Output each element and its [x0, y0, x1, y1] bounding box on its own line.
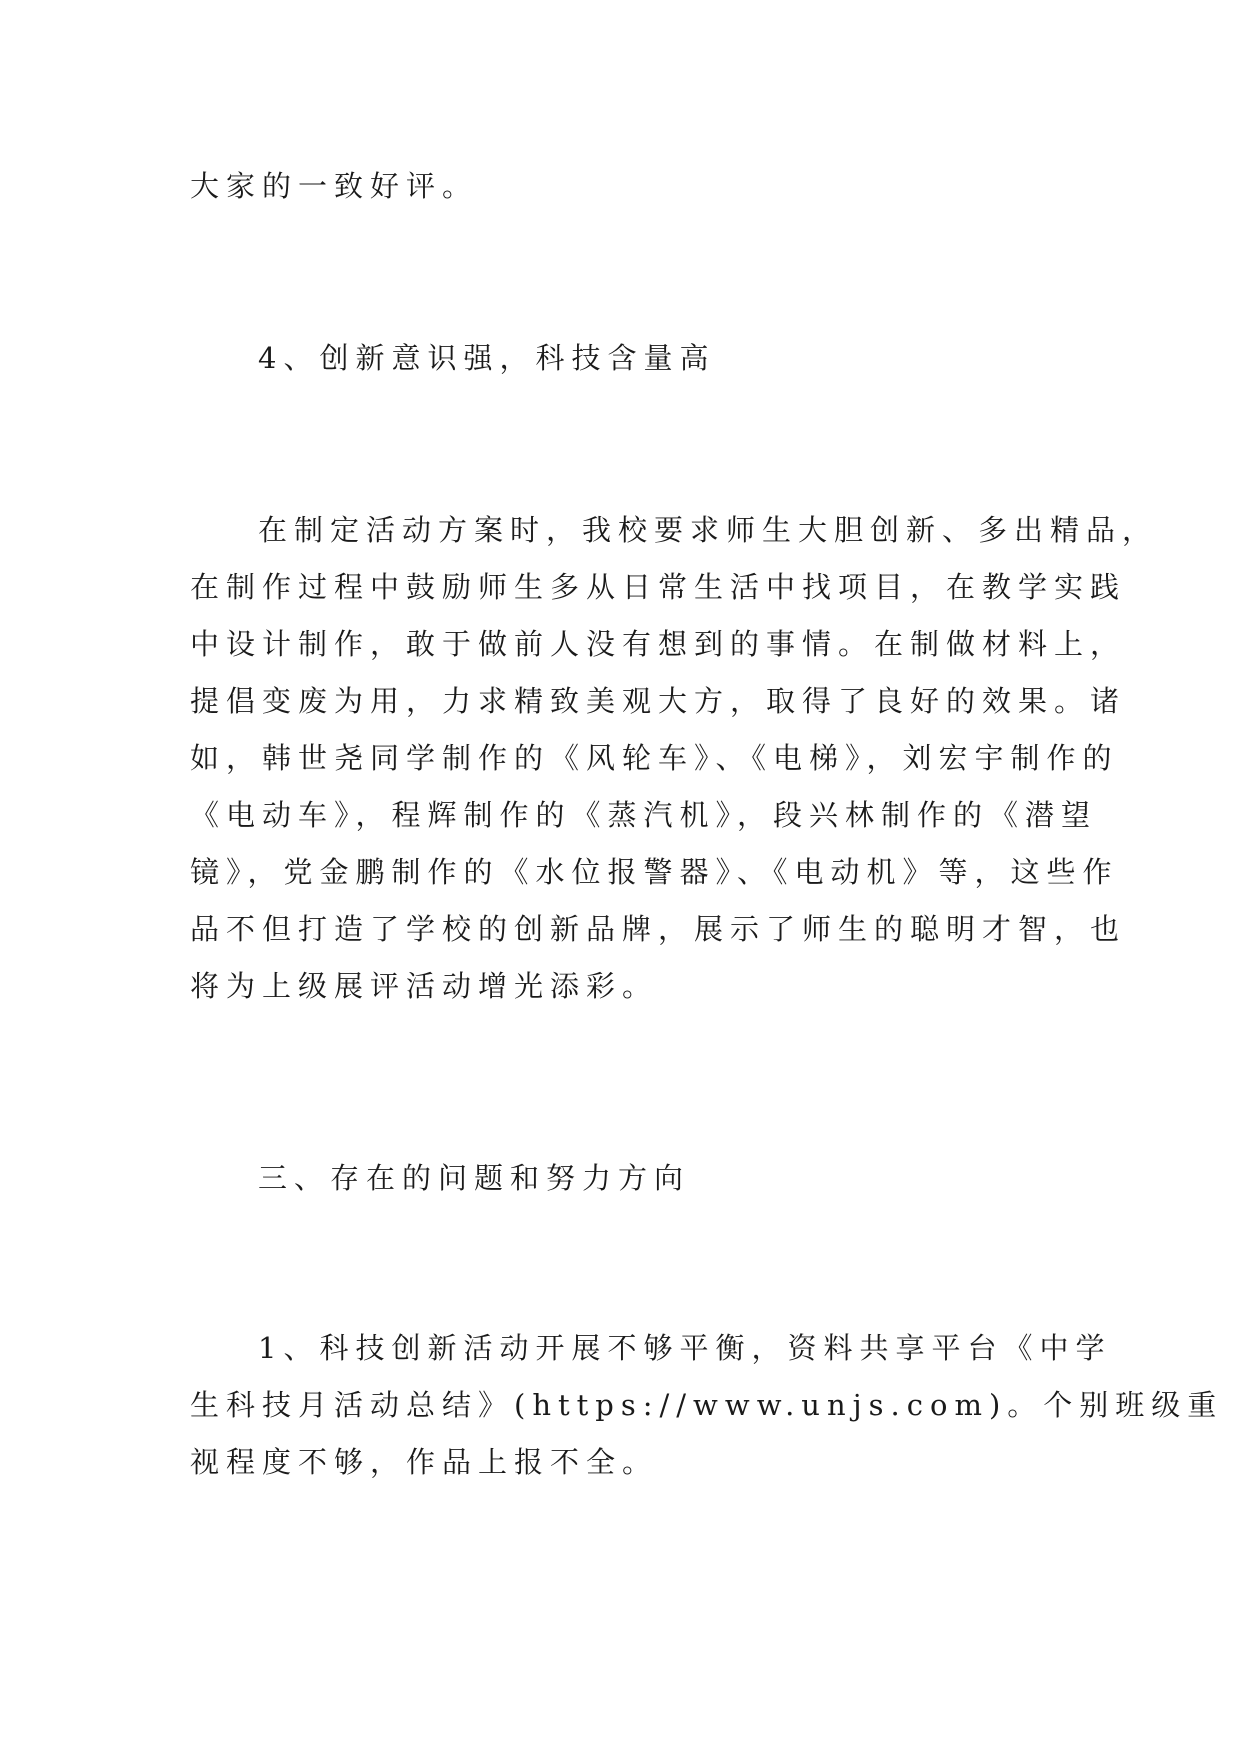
text-line: 在制定活动方案时，我校要求师生大胆创新、多出精品，	[258, 513, 1159, 547]
paragraph-issue-1	[190, 1320, 1224, 1491]
paragraph-innovation	[190, 502, 1159, 1015]
text-line: 《电动车》，程辉制作的《蒸汽机》，段兴林制作的《潜望	[190, 798, 1098, 832]
paragraph-intro-tail	[190, 158, 1060, 215]
text-line: 品不但打造了学校的创新品牌，展示了师生的聪明才智，也	[190, 912, 1127, 946]
text-line: 如，韩世尧同学制作的《风轮车》、《电梯》，刘宏宇制作的	[190, 741, 1119, 775]
text-line: 1、科技创新活动开展不够平衡，资料共享平台《中学	[258, 1331, 1112, 1365]
section-heading-3	[190, 1150, 1060, 1207]
text-line: 大家的一致好评。	[190, 169, 479, 203]
heading-text: 4、创新意识强，科技含量高	[258, 341, 716, 375]
text-line: 在制作过程中鼓励师生多从日常生活中找项目，在教学实践	[190, 570, 1127, 604]
text-line: 提倡变废为用，力求精致美观大方，取得了良好的效果。诸	[190, 684, 1127, 718]
text-line: 镜》，党金鹏制作的《水位报警器》、《电动机》等，这些作	[190, 855, 1119, 889]
text-line: 中设计制作，敢于做前人没有想到的事情。在制做材料上，	[190, 627, 1127, 661]
section-heading-4	[190, 330, 1060, 387]
text-line: 生科技月活动总结》(https://www.unjs.com)。个别班级重	[190, 1388, 1224, 1422]
heading-text: 三、存在的问题和努力方向	[258, 1161, 691, 1195]
text-line: 视程度不够，作品上报不全。	[190, 1445, 659, 1479]
text-line: 将为上级展评活动增光添彩。	[190, 969, 659, 1003]
